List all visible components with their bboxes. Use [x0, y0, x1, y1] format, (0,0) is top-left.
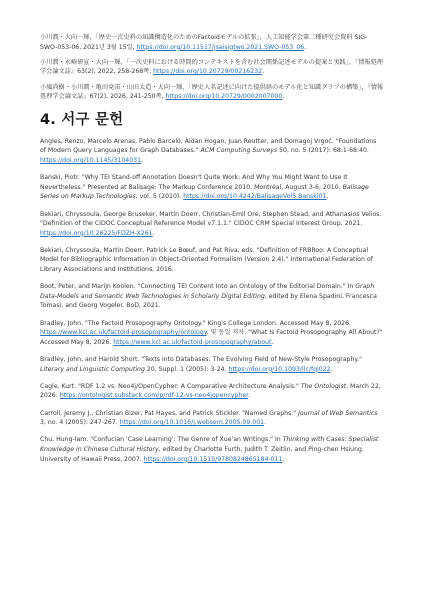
reference-text: 50, no. 5 (2017): 68:1-68:40. [277, 147, 369, 155]
reference-text: . [304, 43, 307, 51]
reference-doi-link[interactable]: https://doi.org/10.4242/BalisageVol5.Banski01 [183, 193, 327, 201]
western-reference-list [40, 137, 384, 464]
reference-text: 小風尚樹・小川潤・亀田尭宙・山田太造・大向一輝，「歴史人名記述に向けた提供経のモデル化と知識グラフの構築」，『情報処理学会論文誌』67(2), 2026, 241-250쪽, [40, 83, 384, 101]
reference-title: Journal of Web Semantics [298, 409, 378, 417]
reference-text: . [264, 419, 267, 427]
reference-text: Carroll, Jeremy J., Christian Bizer, Pat Hayes, and Patrick Stickler. "Named Graphs." [40, 409, 299, 417]
reference-doi-link[interactable]: https://www.kcl.ac.uk/factoid-prosopography/ontology [40, 329, 207, 337]
reference-text: Bekiari, Chryssoula, George Bruseker, Martin Doerr, Christian-Emil Ore, Stephen Stead, and Athanasios Velios. "Definition of the CIDOC Conceptual Reference Model v7.1.1." CIDOC CRM Special Interest Group, 2021. [40, 210, 382, 228]
reference-entry [40, 173, 384, 202]
reference-text: Bradley, John, and Harold Short. "Texts into Databases: The Evolving Field of New-Style Prosopography." [40, 356, 362, 363]
reference-entry [40, 355, 384, 374]
reference-text: . 및 동일 저자, "What Is Factoid Prosopography All About?" Accessed May 8, 2026. [40, 329, 383, 346]
reference-entry [40, 435, 384, 464]
reference-entry [40, 282, 384, 311]
reference-title: The Ontologist [300, 382, 347, 390]
reference-entry [40, 382, 384, 401]
reference-title: ACM Computing Surveys [200, 147, 278, 155]
reference-text: Angles, Renzo, Marcelo Arenas, Pablo Barceló, Aidan Hogan, Juan Reutter, and Domagoj Vrgoč. "Foundations of Modern Query Languages for Graph Databases." [40, 137, 377, 155]
reference-doi-link[interactable]: https://doi.org/10.1093/llc/fqi022 [228, 365, 331, 373]
reference-entry [40, 58, 384, 77]
reference-title: Graph Data-Models and Semantic Web Technologies in Scholarly Digital Editing [40, 283, 375, 300]
reference-entry [40, 33, 384, 52]
reference-text: . [248, 392, 251, 400]
reference-doi-link[interactable]: https://ontologist.substack.com/p/rdf-12-vs-neo4jopencypher [59, 392, 249, 400]
reference-text: . [152, 229, 155, 237]
reference-text: 20, Suppl. 1 (2005): 3-24. [144, 365, 229, 373]
reference-text: 小川潤・永崎研宣・大向一輝，「一次史料における時間的コンテキストを含む社会関係記述モデルの提案と実践」，『情報処理学会論文誌』63(2), 2022, 258-268쪽, [40, 58, 383, 76]
reference-text: 小川潤・大向一輝，「歴史一次史料の知識構造化のためのFactoidモデルの拡張」，人工知能学会第二種研究会資料 SIG-SWO-053-06, 2021년 3월 15일, [40, 34, 368, 51]
reference-doi-link[interactable]: https://doi.org/10.26225/FDZH-X261 [40, 229, 153, 237]
reference-text: . [282, 93, 285, 101]
reference-text: , edited by Charlotte Furth, Judith T. Zeitlin, and Ping-chen Hsiung. University of Hawaii Press, 2007. [40, 445, 364, 463]
reference-doi-link[interactable]: https://doi.org/10.1016/j.websem.2005.09.001 [119, 419, 265, 427]
section-heading: 4. 서구 문헌 [40, 111, 124, 128]
reference-text: 3, no. 4 (2005): 247-267. [40, 419, 120, 427]
reference-text: Bradley, John. "The Factoid Prosopography Ontology." King's College London. Accessed May 8, 2026. [40, 319, 352, 327]
reference-text: , March 22, 2026. [40, 382, 381, 400]
reference-doi-link[interactable]: https://doi.org/10.1515/9780824865184-011 [143, 455, 283, 463]
reference-title: Literary and Linguistic Computing [40, 365, 145, 373]
reference-text: . [271, 338, 274, 346]
reference-doi-link[interactable]: https://doi.org/10.1145/3104031 [40, 156, 142, 164]
reference-text: . [282, 455, 285, 463]
reference-entry [40, 319, 384, 348]
reference-entry [40, 137, 384, 166]
reference-entry [40, 83, 384, 102]
reference-text: , edited by Elena Spadini, Francesca Tomasi, and Georg Vogeler. BoD, 2021. [40, 292, 377, 310]
reference-doi-link[interactable]: https://doi.org/10.11517/jsaisigtwo.2021.SWO-053_06 [136, 43, 305, 51]
reference-title: Thinking with Cases: Specialist Knowledge in Chinese Cultural History [40, 436, 379, 453]
reference-entry [40, 246, 384, 275]
japanese-reference-list [40, 33, 384, 102]
reference-text: . [326, 193, 329, 201]
reference-title: Balisage Series on Markup Technologies [40, 183, 369, 201]
reference-text: Bański, Piotr. "Why TEI Stand-off Annotation Doesn't Quite Work: And Why You Might Want to Use It Nevertheless." Presented at Balisage: The Markup Conference 2010, Montréal, August 3-6, 2010. [40, 174, 348, 191]
reference-text: , vol. 5 (2010). [135, 193, 184, 201]
reference-text: Bekiari, Chryssoula, Martin Doerr, Patrick Le Bœuf, and Pat Riva, eds. "Definition of FRBRoo: A Conceptual Model for Bibliographic Information in Object-Oriented Formalism (Version 2.4)." International Federation of Library Associations and Institutions, 2016. [40, 246, 373, 274]
reference-doi-link[interactable]: https://doi.org/10.20729/0002007000 [165, 93, 283, 101]
reference-doi-link[interactable]: https://www.kcl.ac.uk/factoid-prosopography/about [113, 338, 272, 346]
reference-text: Cagle, Kurt. "RDF 1.2 vs. Neo4j/OpenCypher: A Comparative Architecture Analysis." [40, 382, 301, 390]
reference-text: . [262, 68, 265, 76]
reference-doi-link[interactable]: https://doi.org/10.20729/00216232 [153, 68, 263, 76]
reference-text: Boot, Peter, and Marijn Koolen. "Connecting TEI Content Into an Ontology of the Editorial Domain." In [40, 283, 356, 291]
reference-entry [40, 409, 384, 428]
reference-text: . [141, 156, 144, 164]
reference-text: . [330, 365, 333, 373]
reference-entry [40, 210, 384, 239]
reference-text: Chu, Hung-lam. "Confucian 'Case Learning': The Genre of Xue'an Writings." In [40, 436, 283, 444]
